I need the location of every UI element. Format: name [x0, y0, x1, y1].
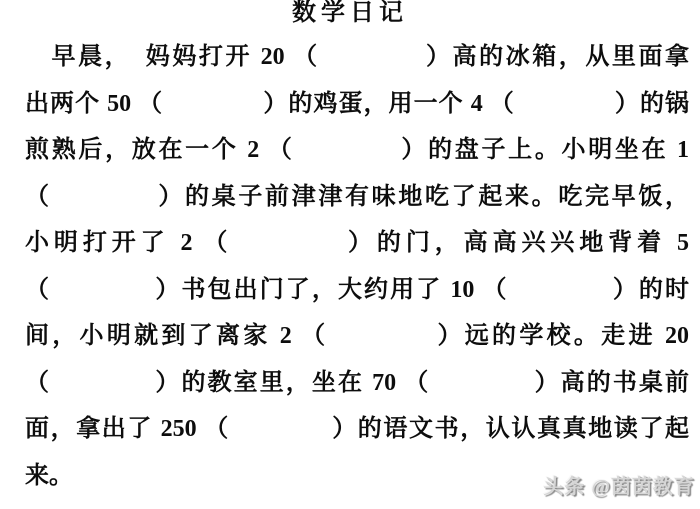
- page-title: 数学日记: [292, 0, 408, 26]
- diary-line: （ ）的桌子前津津有味地吃了起来。吃完早饭，: [25, 183, 689, 210]
- diary-body: [0, 34, 700, 499]
- diary-line: 间，小明就到了离家 2 （ ）远的学校。走进 20: [25, 323, 689, 349]
- diary-line: 小明打开了 2 （ ）的门，高高兴兴地背着 5: [25, 230, 689, 256]
- diary-line: （ ）书包出门了，大约用了 10 （ ）的时: [25, 276, 689, 303]
- watermark: 头条 @茵茵教育: [543, 476, 695, 498]
- diary-line: 来。: [25, 462, 73, 489]
- diary-line: 煎熟后，放在一个 2 （ ）的盘子上。小明坐在 1: [25, 137, 689, 163]
- diary-line: （ ）的教室里，坐在 70 （ ）高的书桌前: [25, 369, 689, 396]
- diary-line: 面，拿出了 250 （ ）的语文书，认认真真地读了起: [25, 416, 689, 442]
- diary-line: 出两个 50 （ ）的鸡蛋，用一个 4 （ ）的锅: [25, 90, 689, 117]
- diary-line: 早晨， 妈妈打开 20 （ ）高的冰箱，从里面拿: [25, 44, 689, 70]
